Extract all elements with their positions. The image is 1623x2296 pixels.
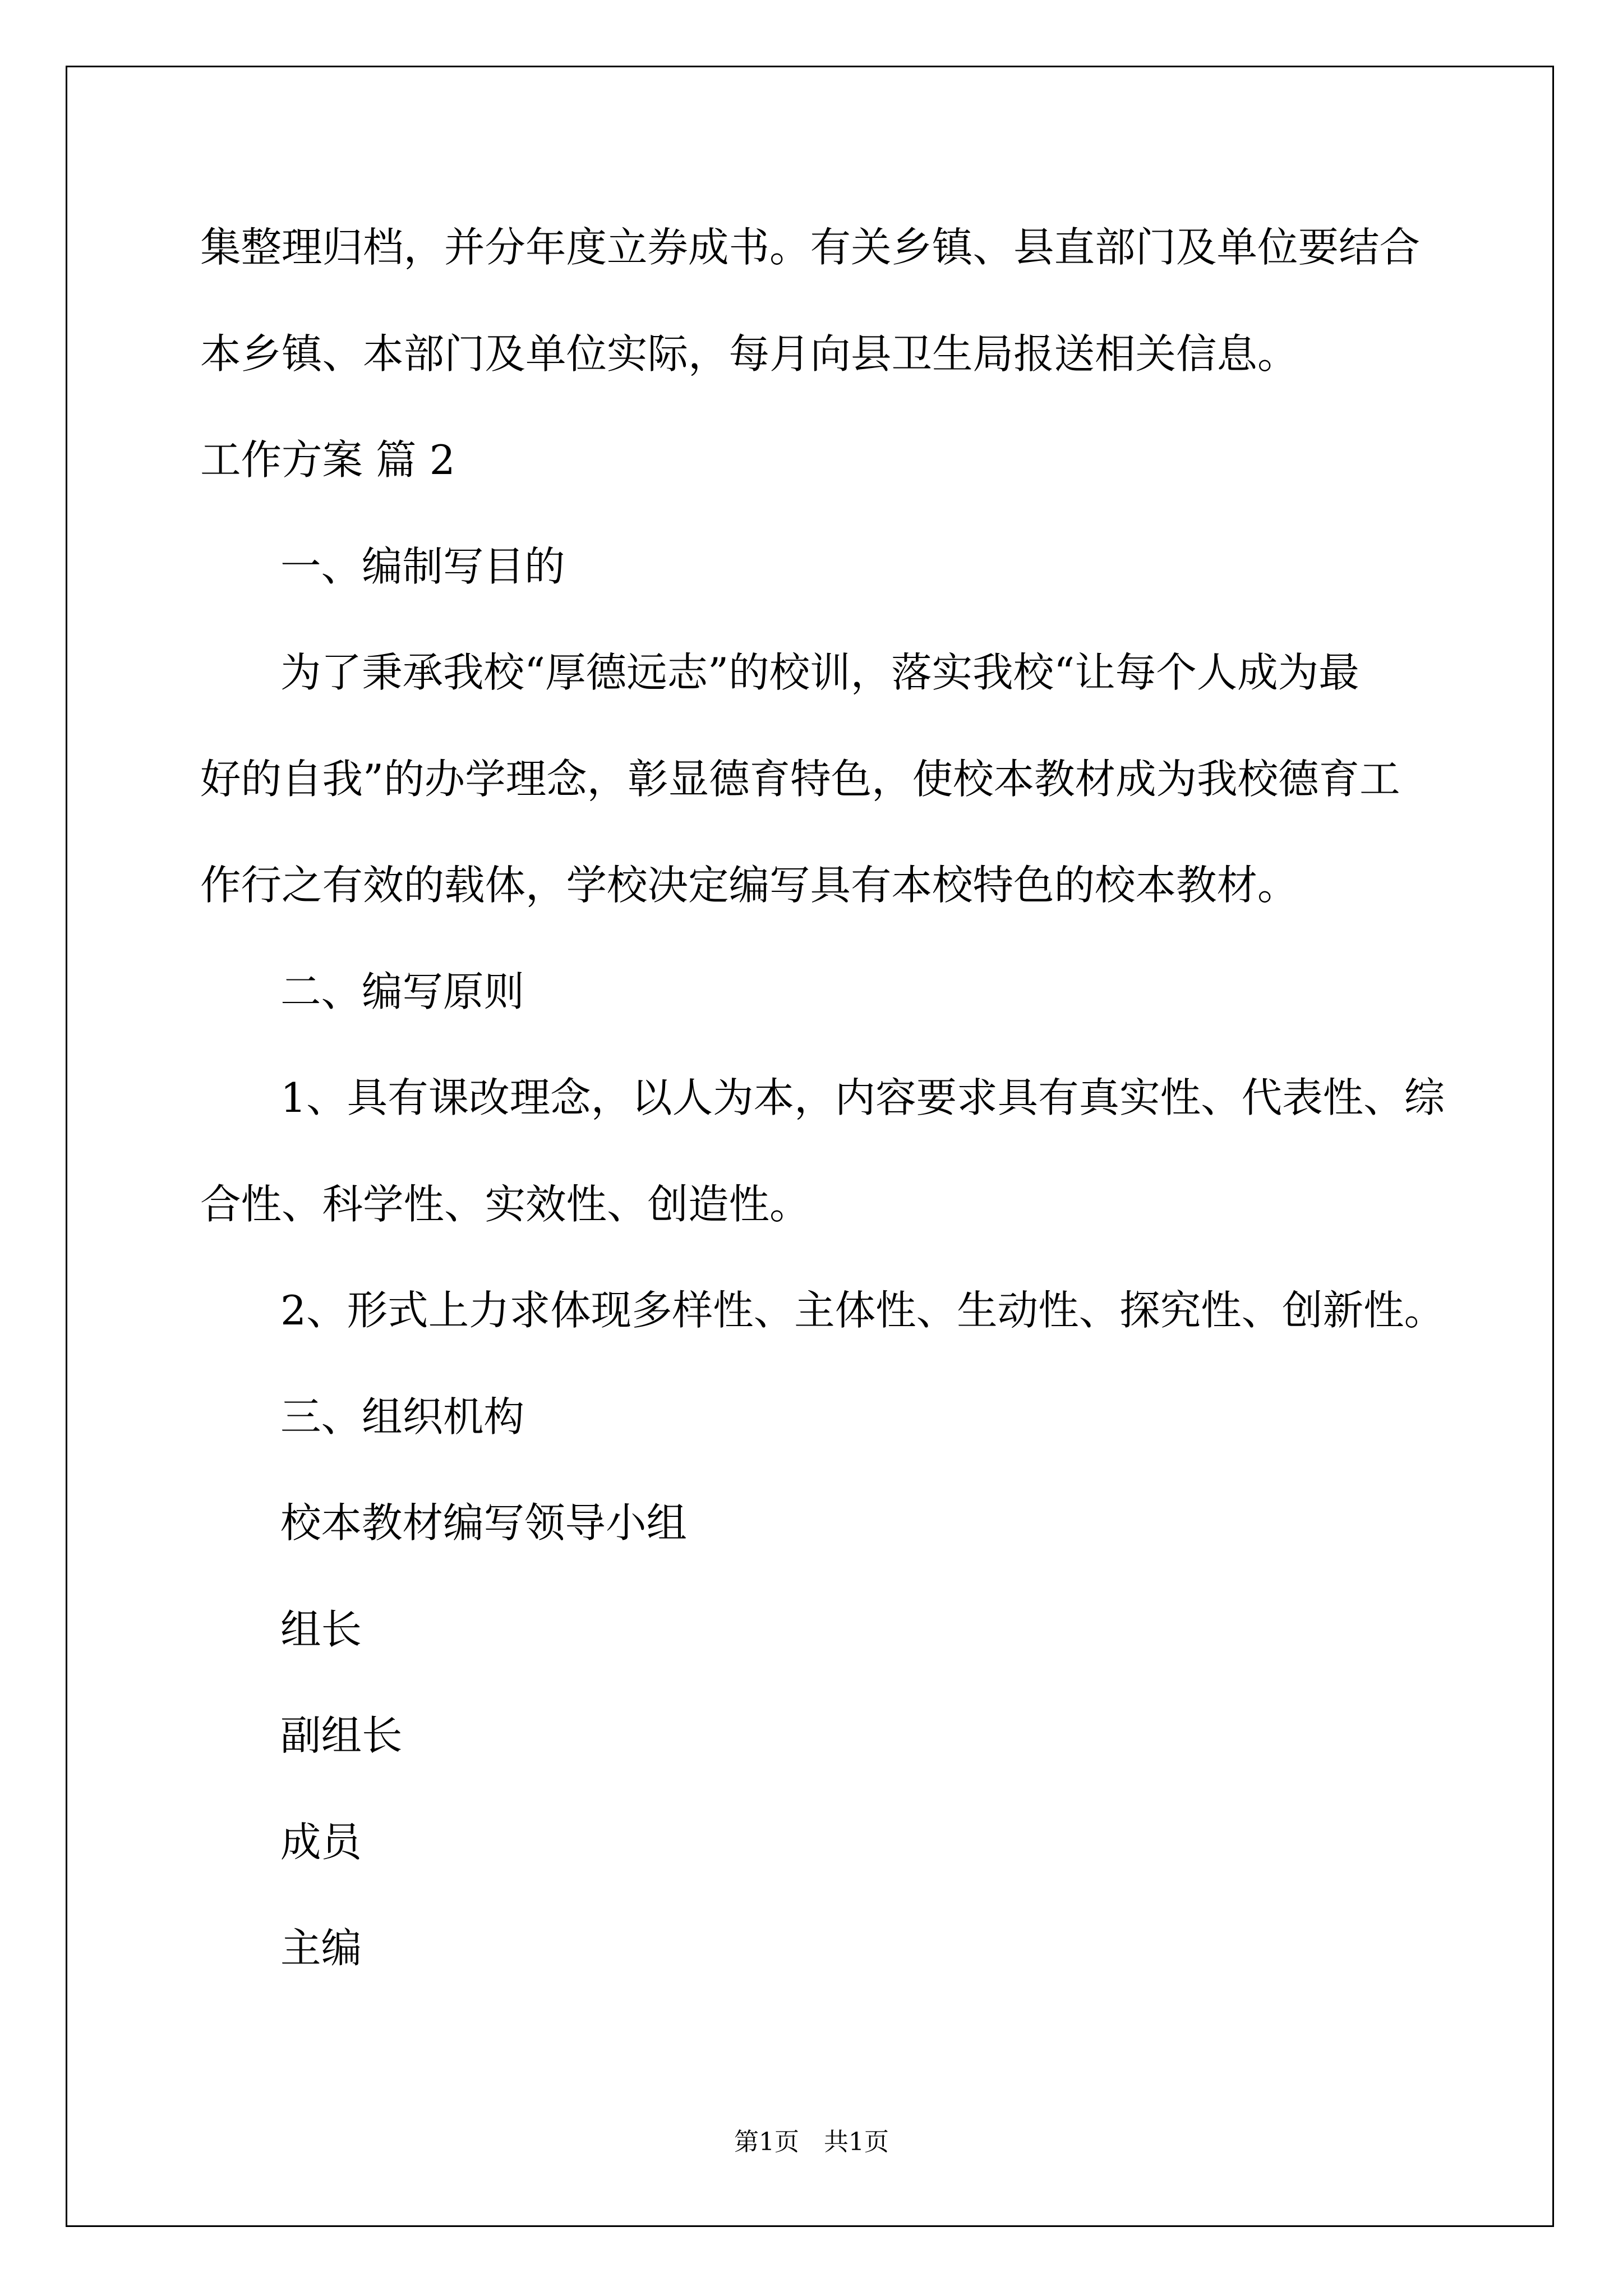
text-line: 组长	[280, 1606, 362, 1654]
paragraph	[200, 1258, 1535, 1365]
paragraph	[200, 1683, 1535, 1790]
section-heading	[200, 1365, 1535, 1471]
section-heading-line: 三、组织机构	[280, 1393, 524, 1441]
text-line: 合性、科学性、实效性、创造性。	[200, 1181, 810, 1228]
paragraph	[200, 1471, 1535, 1577]
paragraph	[200, 620, 1535, 940]
section-heading-line: 一、编制写目的	[280, 543, 565, 591]
text-line: 集整理归档，并分年度立券成书。有关乡镇、县直部门及单位要结合	[200, 224, 1420, 272]
text-line: 为了秉承我校“厚德远志”的校训，落实我校“让每个人成为最	[280, 650, 1359, 697]
text-line: 2、形式上力求体现多样性、主体性、生动性、探究性、创新性。	[280, 1287, 1445, 1335]
paragraph	[200, 1046, 1535, 1258]
paragraph	[200, 1896, 1535, 2003]
text-line: 1、具有课改理念，以人为本，内容要求具有真实性、代表性、综	[280, 1075, 1445, 1122]
paragraph	[200, 1790, 1535, 1897]
text-line: 本乡镇、本部门及单位实际，每月向县卫生局报送相关信息。	[200, 330, 1298, 378]
document-heading	[200, 408, 1535, 514]
document-body	[200, 195, 1535, 2003]
text-line: 主编	[280, 1925, 362, 1972]
heading-line: 工作方案 篇 2	[200, 437, 455, 484]
paragraph	[200, 195, 1535, 408]
text-line: 成员	[280, 1819, 362, 1866]
text-line: 副组长	[280, 1713, 403, 1760]
text-line: 好的自我”的办学理念，彰显德育特色，使校本教材成为我校德育工	[200, 756, 1400, 803]
section-heading-line: 二、编写原则	[280, 968, 524, 1016]
text-line: 校本教材编写领导小组	[280, 1500, 687, 1547]
section-heading	[200, 940, 1535, 1046]
page-footer: 第1页 共1页	[734, 2128, 889, 2156]
section-heading	[200, 514, 1535, 621]
paragraph	[200, 1577, 1535, 1684]
text-line: 作行之有效的载体，学校决定编写具有本校特色的校本教材。	[200, 862, 1298, 909]
